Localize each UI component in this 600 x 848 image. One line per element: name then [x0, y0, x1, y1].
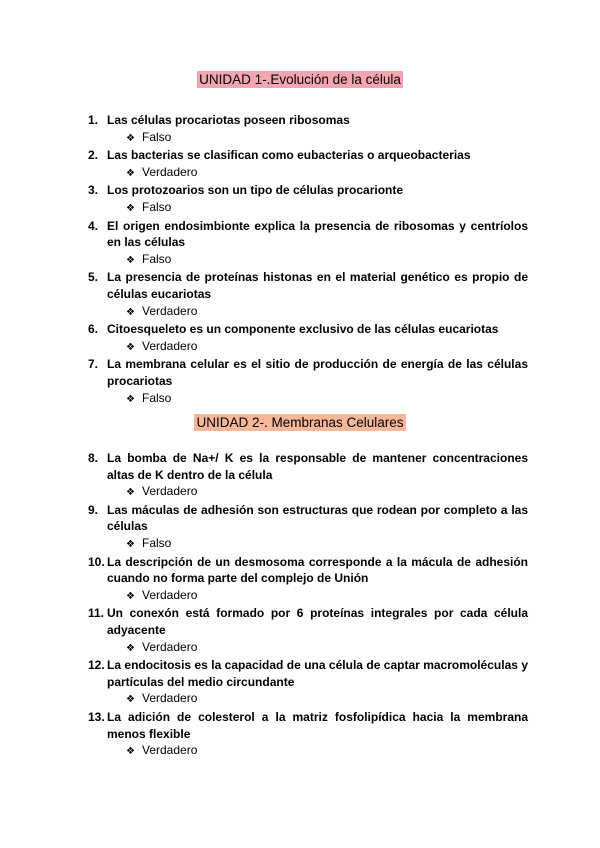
unit-1-list: [88, 112, 528, 408]
item-number: 12.: [88, 658, 105, 673]
answer-text: Falso: [142, 129, 172, 144]
question-text: La membrana celular es el sitio de producción de energía de las células procariotas: [107, 357, 528, 388]
list-item: [88, 502, 528, 554]
answer-text: Falso: [142, 535, 172, 550]
list-item: [88, 147, 528, 182]
unit-2-title-text: UNIDAD 2-. Membranas Celulares: [196, 415, 404, 430]
bullet-icon: ❖: [126, 132, 135, 144]
answer: [126, 251, 528, 270]
answer: [126, 303, 528, 322]
answer-text: Verdadero: [142, 691, 198, 706]
question-text: El origen endosimbionte explica la presencia de ribosomas y centríolos en las células: [107, 218, 528, 250]
answer: [126, 587, 528, 606]
answer-text: Verdadero: [142, 484, 198, 499]
bullet-icon: ❖: [126, 487, 135, 499]
bullet-icon: ❖: [126, 694, 135, 706]
question-text: Las células procariotas poseen ribosomas: [107, 113, 350, 127]
question-text: La descripción de un desmosoma corresponde a la mácula de adhesión cuando no forma parte del complejo de Unión: [107, 554, 528, 586]
item-number: 11.: [88, 606, 105, 621]
question-text: Citoesqueleto es un componente exclusivo de las células eucariotas: [107, 322, 499, 337]
question-text: La bomba de Na+/ K es la responsable de mantener concentraciones altas de K dentro de la célula: [107, 451, 528, 482]
bullet-icon: ❖: [126, 538, 135, 550]
question-text: Las bacterias se clasifican como eubacterias o arqueobacterias: [107, 148, 471, 163]
item-number: 2.: [88, 148, 99, 163]
list-item: [88, 218, 528, 270]
answer: [126, 129, 528, 148]
bullet-icon: ❖: [126, 393, 135, 405]
item-number: 5.: [88, 270, 99, 285]
question-text: Un conexón está formado por 6 proteínas integrales por cada célula adyacente: [107, 606, 528, 637]
answer-text: Verdadero: [142, 338, 198, 353]
bullet-icon: ❖: [126, 167, 135, 179]
list-item: [88, 269, 528, 321]
answer-text: Falso: [142, 199, 172, 214]
item-number: 6.: [88, 322, 99, 337]
question-text: La presencia de proteínas histonas en el material genético es propio de células eucariotas: [107, 270, 528, 301]
item-number: 4.: [88, 218, 99, 233]
answer-text: Verdadero: [142, 164, 198, 179]
question-text: La adición de colesterol a la matriz fosfolipídica hacia la membrana menos flexible: [107, 709, 528, 741]
answer: [126, 338, 528, 357]
unit-1-title-text: UNIDAD 1-.Evolución de la célula: [199, 72, 401, 87]
list-item: [88, 356, 528, 408]
answer: [126, 742, 528, 761]
item-number: 10.: [88, 554, 105, 569]
bullet-icon: ❖: [126, 341, 135, 353]
unit-1-title: [0, 71, 600, 89]
unit-2-list: [88, 450, 528, 761]
list-item: [88, 450, 528, 502]
list-item: [88, 182, 528, 217]
answer: [126, 535, 528, 554]
bullet-icon: ❖: [126, 254, 135, 266]
answer-text: Falso: [142, 390, 172, 405]
list-item: [88, 657, 528, 709]
answer-text: Verdadero: [142, 743, 198, 758]
item-number: 8.: [88, 451, 99, 465]
bullet-icon: ❖: [126, 746, 135, 758]
answer: [126, 199, 528, 218]
item-number: 1.: [88, 113, 99, 127]
bullet-icon: ❖: [126, 590, 135, 602]
unit-2-title: [0, 414, 600, 432]
answer: [126, 390, 528, 409]
question-text: Los protozoarios son un tipo de células procarionte: [107, 183, 404, 198]
answer-text: Falso: [142, 251, 172, 266]
answer: [126, 639, 528, 658]
answer-text: Verdadero: [142, 303, 198, 318]
question-text: La endocitosis es la capacidad de una célula de captar macromoléculas y partículas del medio circundante: [107, 658, 528, 689]
item-number: 3.: [88, 183, 99, 198]
list-item: [88, 112, 528, 147]
answer: [126, 164, 528, 183]
answer-text: Verdadero: [142, 639, 198, 654]
list-item: [88, 605, 528, 657]
list-item: [88, 554, 528, 606]
list-item: [88, 709, 528, 761]
item-number: 9.: [88, 502, 99, 517]
item-number: 7.: [88, 357, 99, 372]
answer: [126, 483, 528, 502]
item-number: 13.: [88, 709, 105, 724]
answer-text: Verdadero: [142, 587, 198, 602]
answer: [126, 690, 528, 709]
bullet-icon: ❖: [126, 202, 135, 214]
question-text: Las máculas de adhesión son estructuras que rodean por completo a las células: [107, 502, 528, 534]
list-item: [88, 321, 528, 356]
bullet-icon: ❖: [126, 642, 135, 654]
bullet-icon: ❖: [126, 306, 135, 318]
